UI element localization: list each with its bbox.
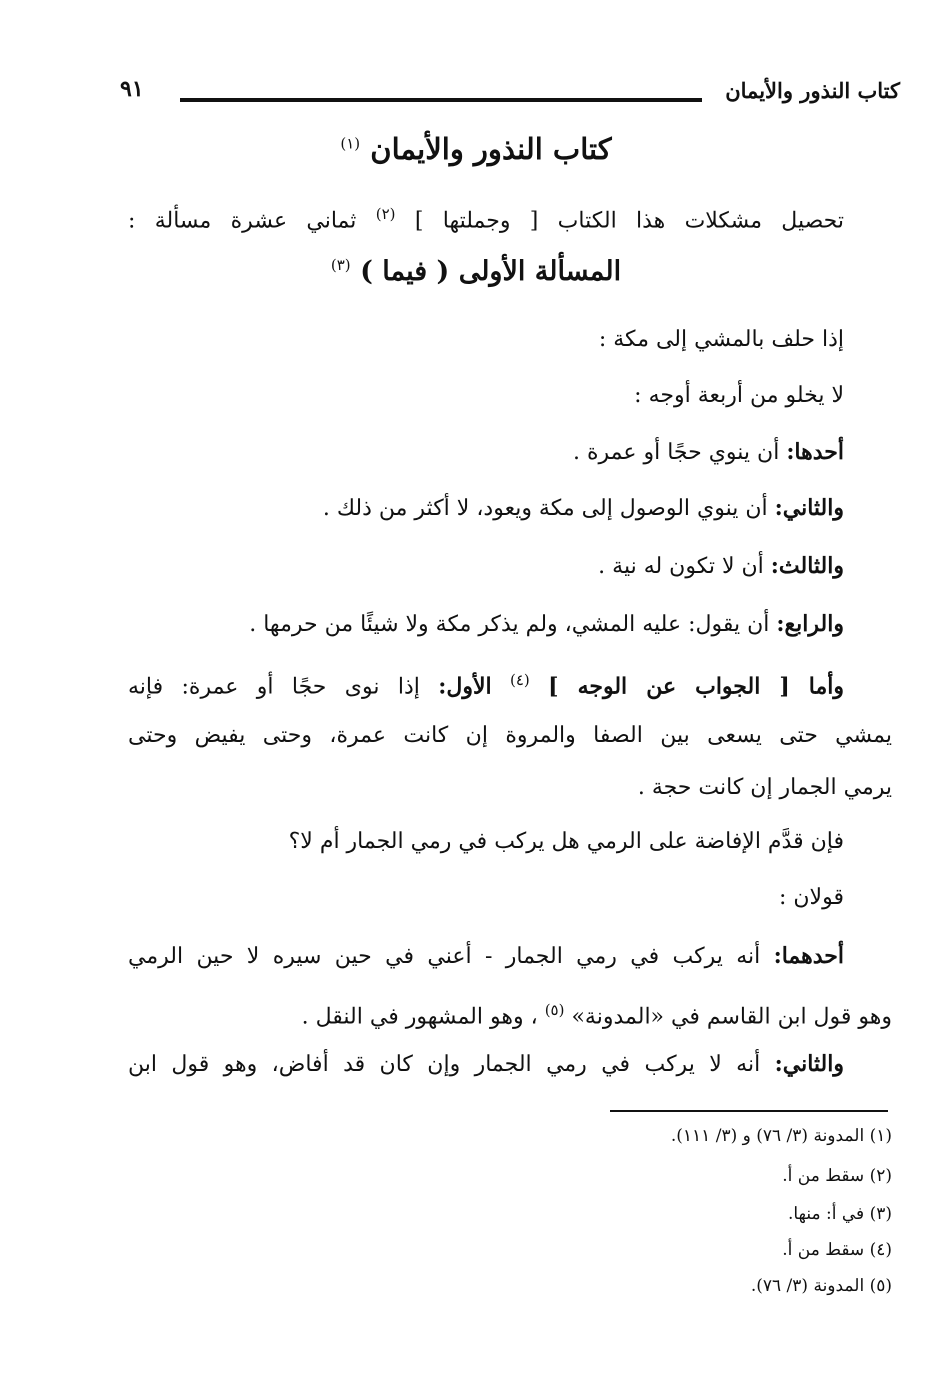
footnote-ref-1: (١) <box>340 134 361 153</box>
line-12-lead: أحدهما: <box>773 943 845 969</box>
line-7 <box>128 662 844 705</box>
line-5 <box>598 548 844 585</box>
intro-line <box>128 196 844 239</box>
page-number: ٩١ <box>120 76 144 102</box>
line-4 <box>323 490 844 527</box>
line-14 <box>128 1046 844 1083</box>
footnote-separator <box>610 1110 888 1112</box>
section-title-text: المسألة الأولى ( فيما ) <box>360 256 622 287</box>
footnote-3: (٣) في أ: منها. <box>787 1204 892 1224</box>
running-header <box>120 72 900 118</box>
line-14-text: أنه لا يركب في رمي الجمار وإن كان قد أفاض، وهو قول ابن <box>128 1052 761 1077</box>
footnote-ref-4: (٤) <box>510 671 530 689</box>
line-3 <box>573 434 844 471</box>
footnote-2: (٢) سقط من أ. <box>782 1166 892 1186</box>
line-10: فإن قدَّم الإفاضة على الرمي هل يركب في رمي الجمار أم لا؟ <box>288 829 844 854</box>
intro-part1: تحصيل مشكلات هذا الكتاب [ وجملتها ] <box>414 208 844 234</box>
header-rule <box>180 98 702 102</box>
book-title <box>0 132 952 166</box>
line-13 <box>302 992 892 1035</box>
line-7-lead: وأما [ الجواب عن الوجه ] <box>548 673 845 700</box>
line-4-lead: والثاني: <box>774 495 844 521</box>
footnote-1: (١) المدونة (٣/ ٧٦) و (٣/ ١١١). <box>670 1126 892 1146</box>
line-3-lead: أحدها: <box>786 439 844 465</box>
line-5-lead: والثالث: <box>770 553 844 579</box>
line-6-lead: والرابع: <box>776 611 844 637</box>
line-13-part1: وهو قول ابن القاسم في «المدونة» <box>571 1004 892 1030</box>
line-13-part2: ، وهو المشهور في النقل . <box>301 1004 538 1030</box>
footnote-ref-2: (٢) <box>375 205 396 223</box>
line-9: يرمي الجمار إن كانت حجة . <box>637 775 892 800</box>
footnote-ref-5: (٥) <box>544 1001 565 1019</box>
line-14-lead: والثاني: <box>774 1051 844 1077</box>
footnote-ref-3: (٣) <box>330 256 351 274</box>
line-7-text: إذا نوى حجًا أو عمرة: فإنه <box>128 674 420 700</box>
footnote-5: (٥) المدونة (٣/ ٧٦). <box>750 1276 892 1296</box>
line-7-bold: الأول: <box>438 673 492 700</box>
intro-part2: ثماني عشرة مسألة : <box>128 208 357 234</box>
footnote-4: (٤) سقط من أ. <box>782 1240 892 1260</box>
line-11: قولان : <box>779 885 844 910</box>
line-6-text: أن يقول: عليه المشي، ولم يذكر مكة ولا شيئًا من حرمها . <box>249 612 770 637</box>
line-12-text: أنه يركب في رمي الجمار - أعني في حين سيره لا حين الرمي <box>128 944 761 969</box>
line-12 <box>128 938 844 975</box>
line-6 <box>249 606 844 643</box>
line-3-text: أن ينوي حجًا أو عمرة . <box>572 440 780 465</box>
line-1: إذا حلف بالمشي إلى مكة : <box>598 327 844 352</box>
line-4-text: أن ينوي الوصول إلى مكة ويعود، لا أكثر من ذلك . <box>322 496 768 521</box>
section-title <box>0 256 952 287</box>
running-title: كتاب النذور والأيمان <box>725 78 900 103</box>
book-title-text: كتاب النذور والأيمان <box>370 132 612 166</box>
line-5-text: أن لا تكون له نية . <box>598 554 764 579</box>
line-8: يمشي حتى يسعى بين الصفا والمروة إن كانت عمرة، وحتى يفيض وحتى <box>128 723 892 748</box>
line-2: لا يخلو من أربعة أوجه : <box>634 383 844 408</box>
